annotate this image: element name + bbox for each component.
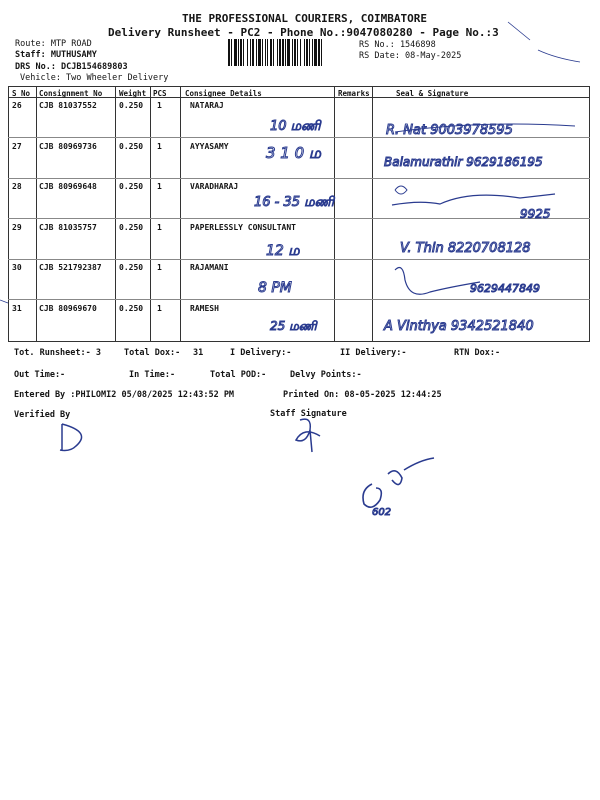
col-header-pcs: PCS xyxy=(153,89,167,98)
staff-signature-mark xyxy=(296,419,320,452)
signature-stroke xyxy=(392,194,555,205)
out-time-label: Out Time:- xyxy=(14,370,66,380)
i-delivery-label: I Delivery:- xyxy=(230,348,292,358)
cell-pcs: 1 xyxy=(157,182,162,191)
vehicle-label: Vehicle: Two Wheeler Delivery xyxy=(20,73,169,83)
cell-consignee: VARADHARAJ xyxy=(190,182,239,191)
scan-mark xyxy=(508,22,530,40)
total-dox-value: 31 xyxy=(193,348,204,358)
cell-consignment: CJB 81037552 xyxy=(39,101,97,110)
cell-sno: 28 xyxy=(12,182,22,191)
cell-pcs: 1 xyxy=(157,223,162,232)
cell-weight: 0.250 xyxy=(119,223,144,232)
signature-row-31: A Vinthya 9342521840 xyxy=(384,319,534,334)
ii-delivery-label: II Delivery:- xyxy=(340,348,407,358)
route-label: Route: MTP ROAD xyxy=(15,39,92,49)
col-header-sno: S No xyxy=(12,89,31,98)
cell-consignment: CJB 80969736 xyxy=(39,142,97,151)
total-pod-label: Total POD:- xyxy=(210,370,267,380)
rtn-dox-label: RTN Dox:- xyxy=(454,348,501,358)
staff-label: Staff: MUTHUSAMY xyxy=(15,50,97,60)
scan-mark xyxy=(0,300,8,303)
col-header-consignment: Consignment No xyxy=(39,89,103,98)
verified-by-label: Verified By xyxy=(14,410,71,420)
total-dox-label: Total Dox:- xyxy=(124,348,181,358)
rs-date: RS Date: 08-May-2025 xyxy=(359,51,462,61)
cell-consignment: CJB 521792387 xyxy=(39,263,102,272)
signature-row-27: Balamurathir 9629186195 xyxy=(384,155,543,169)
company-title: THE PROFESSIONAL COURIERS, COIMBATORE xyxy=(182,12,428,25)
col-header-remarks: Remarks xyxy=(338,89,370,98)
col-header-consignee: Consignee Details xyxy=(185,89,262,98)
cell-consignee: AYYASAMY xyxy=(190,142,229,151)
cell-sno: 27 xyxy=(12,142,22,151)
staff-signature-label: Staff Signature xyxy=(270,409,347,419)
cell-consignee: RAMESH xyxy=(190,304,219,313)
cell-weight: 0.250 xyxy=(119,182,144,191)
rs-number: RS No.: 1546898 xyxy=(359,40,436,50)
cell-pcs: 1 xyxy=(157,101,162,110)
cell-weight: 0.250 xyxy=(119,304,144,313)
handwritten-note: 25 மணி xyxy=(270,319,317,333)
scribble-text: 602 xyxy=(372,507,392,518)
scan-mark xyxy=(538,50,580,62)
col-header-weight: Weight xyxy=(119,89,147,98)
scribble xyxy=(363,484,381,507)
cell-pcs: 1 xyxy=(157,304,162,313)
cell-pcs: 1 xyxy=(157,142,162,151)
cell-sno: 31 xyxy=(12,304,22,313)
signature-row-29: V. Thin 8220708128 xyxy=(400,241,531,256)
cell-consignment: CJB 81035757 xyxy=(39,223,97,232)
cell-weight: 0.250 xyxy=(119,263,144,272)
cell-consignee: NATARAJ xyxy=(190,101,224,110)
printed-on: Printed On: 08-05-2025 12:44:25 xyxy=(283,390,442,400)
cell-sno: 30 xyxy=(12,263,22,272)
cell-consignment: CJB 80969670 xyxy=(39,304,97,313)
col-header-seal: Seal & Signature xyxy=(396,89,469,98)
tot-runsheet: Tot. Runsheet:- 3 xyxy=(14,348,101,358)
cell-sno: 29 xyxy=(12,223,22,232)
cell-consignee: PAPERLESSLY CONSULTANT xyxy=(190,223,296,232)
entered-by: Entered By :PHILOMI2 05/08/2025 12:43:52 PM xyxy=(14,390,235,400)
delvy-points-label: Delvy Points:- xyxy=(290,370,362,380)
signature-row-28: 9925 xyxy=(520,207,551,221)
handwritten-note: 3 1 0 ம xyxy=(266,144,322,162)
cell-pcs: 1 xyxy=(157,263,162,272)
signature-row-30: 9629447849 xyxy=(470,282,540,295)
cell-weight: 0.250 xyxy=(119,101,144,110)
cell-consignment: CJB 80969648 xyxy=(39,182,97,191)
cell-consignee: RAJAMANI xyxy=(190,263,229,272)
cell-weight: 0.250 xyxy=(119,142,144,151)
in-time-label: In Time:- xyxy=(129,370,176,380)
handwritten-note: 16 - 35 மணி xyxy=(254,195,334,210)
scribble xyxy=(388,458,434,485)
handwritten-note: 10 மணி xyxy=(270,119,321,134)
signature-stroke xyxy=(395,186,407,194)
signature-stroke xyxy=(395,268,480,295)
drs-number: DRS No.: DCJB154689803 xyxy=(15,62,128,72)
handwritten-note: 12 ம xyxy=(266,243,300,259)
signature-row-26: R. Nat 9003978595 xyxy=(386,123,513,138)
cell-sno: 26 xyxy=(12,101,22,110)
handwritten-note: 8 PM xyxy=(258,280,292,296)
runsheet-title: Delivery Runsheet - PC2 - Phone No.:9047080280 - Page No.:3 xyxy=(108,26,499,39)
verified-signature xyxy=(60,424,82,451)
